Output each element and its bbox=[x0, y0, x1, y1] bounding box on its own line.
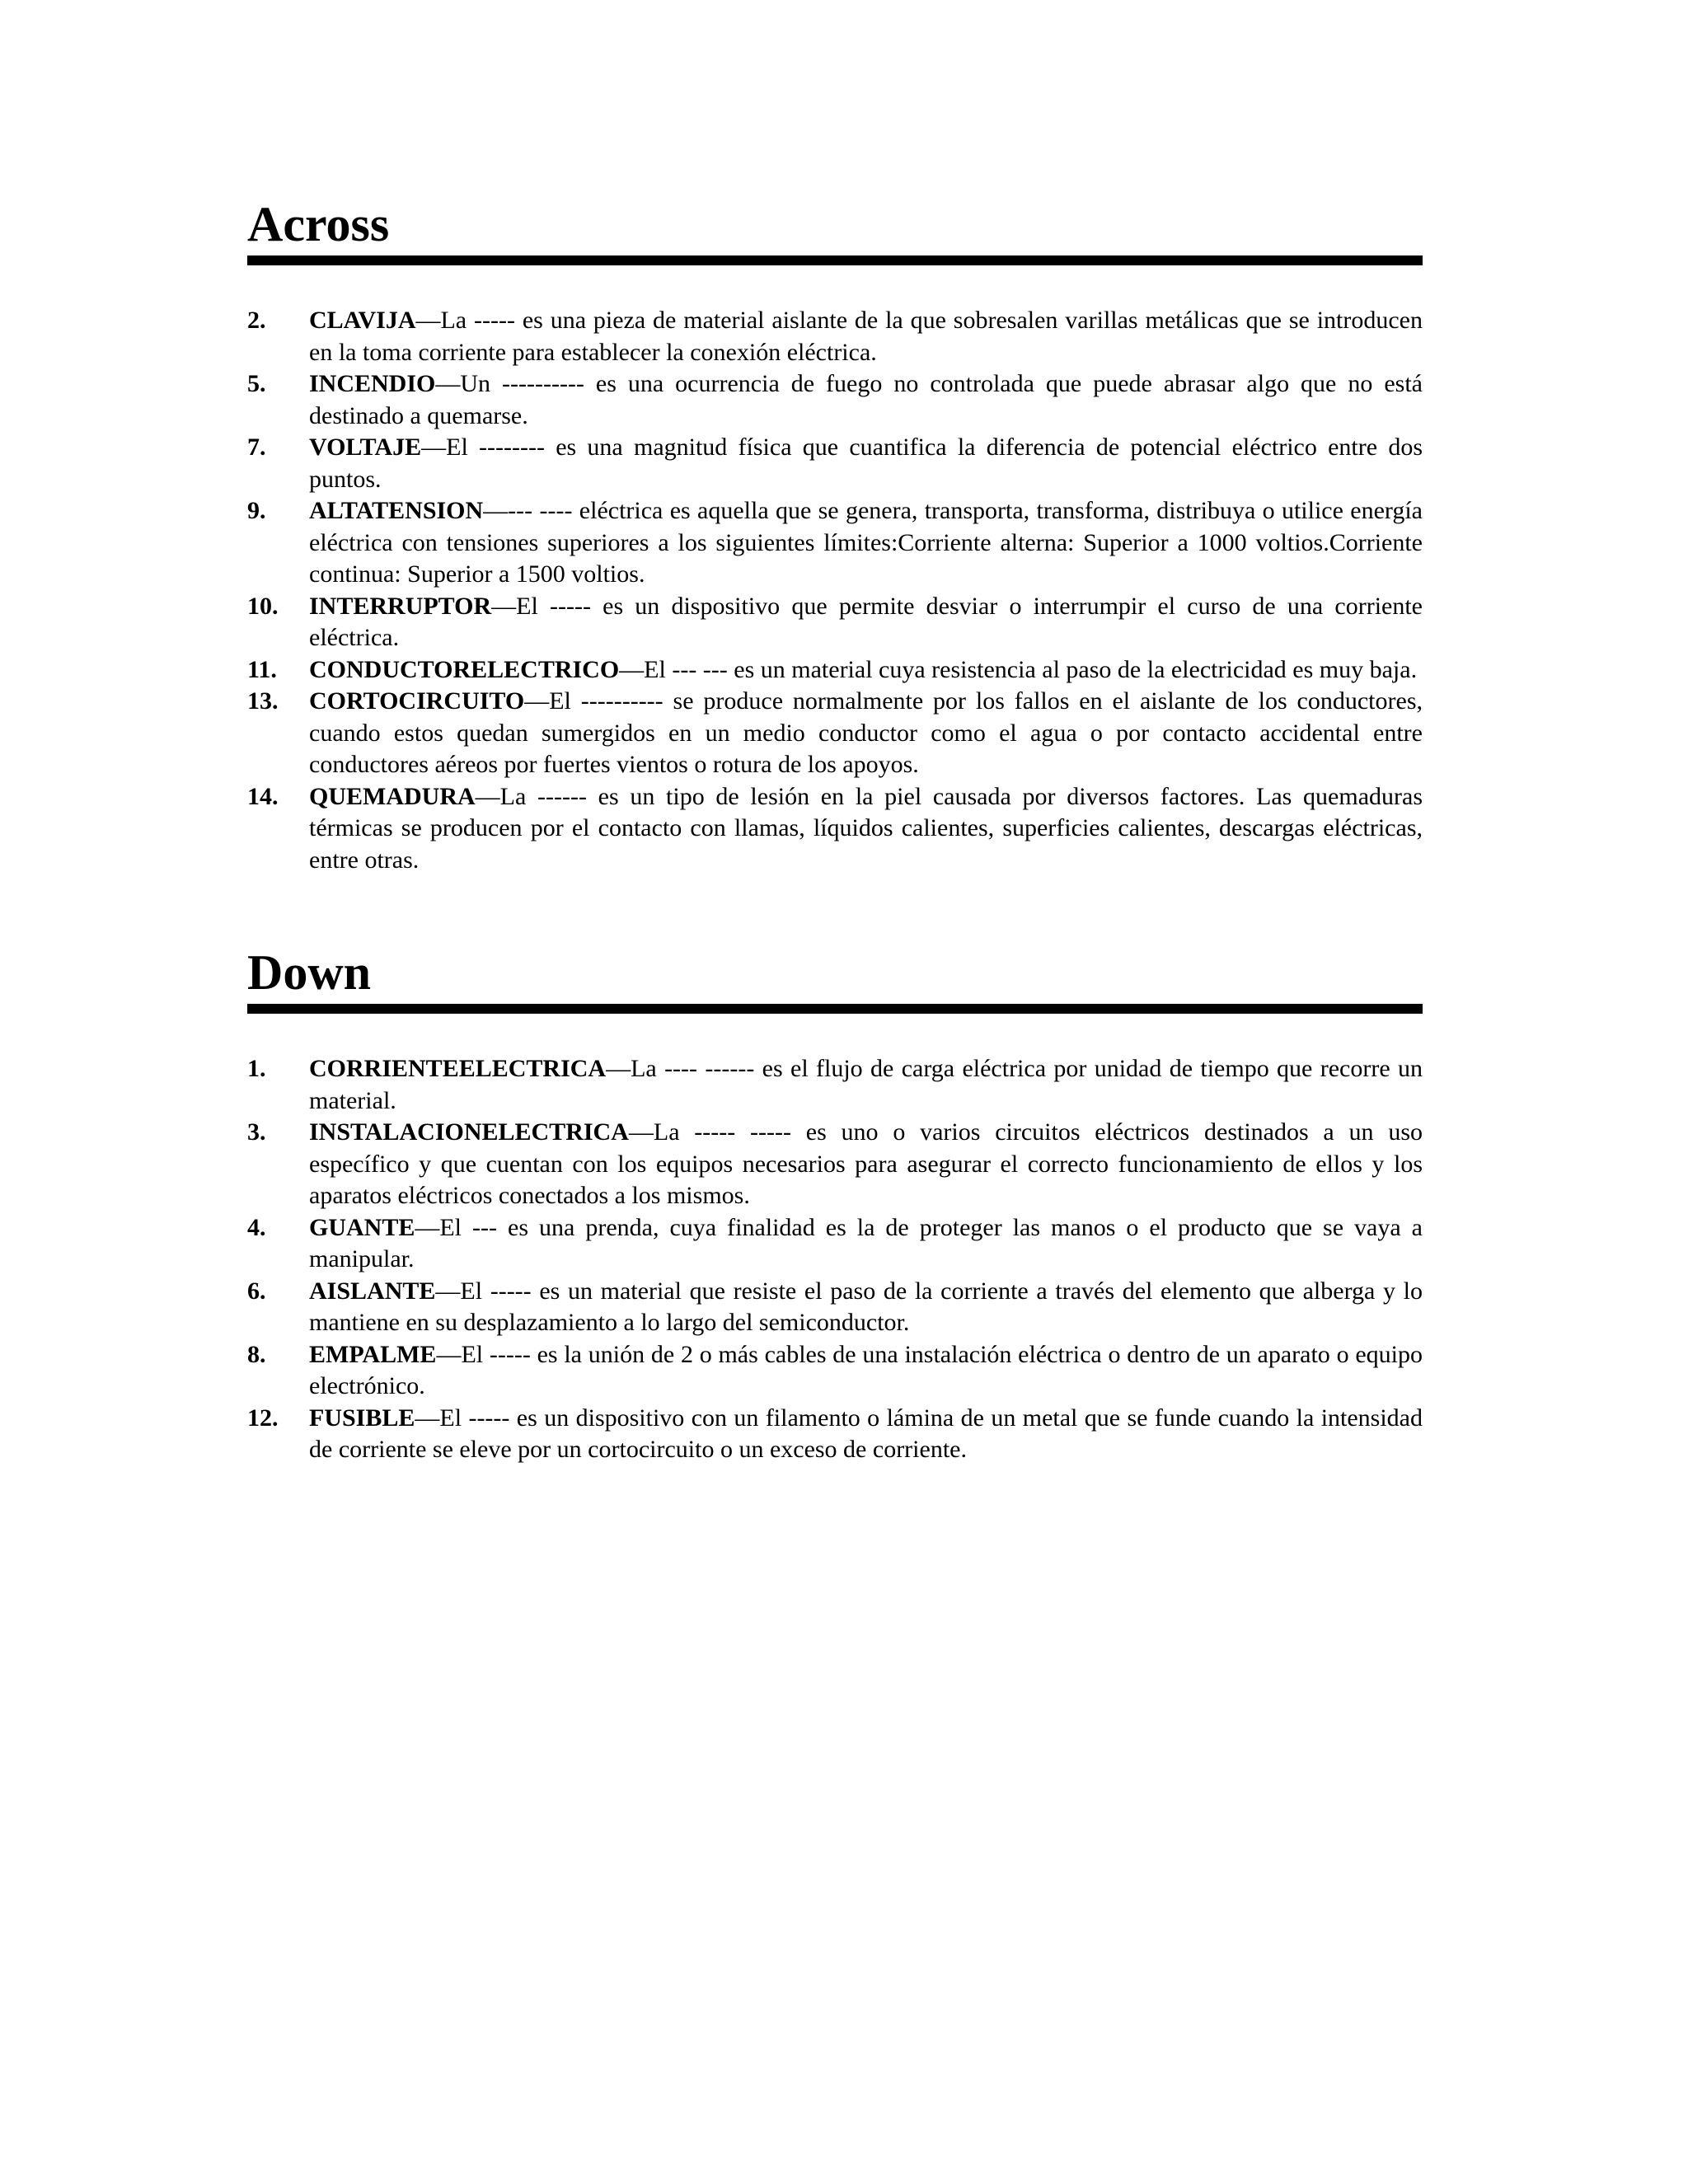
clue-text: —El ----- es la unión de 2 o más cables de una instalación eléctrica o dentro de un aparato o equipo electrónico. bbox=[309, 1340, 1423, 1399]
clue-answer: CLAVIJA bbox=[309, 307, 416, 334]
list-item bbox=[247, 305, 1423, 368]
clue-answer: INTERRUPTOR bbox=[309, 592, 492, 620]
clue-text: —Un ---------- es una ocurrencia de fuego no controlada que puede abrasar algo que no está destinado a quemarse. bbox=[309, 370, 1423, 429]
across-clue-list bbox=[247, 305, 1423, 876]
clue-text: —El ----- es un material que resiste el paso de la corriente a través del elemento que alberga y lo mantiene en su desplazamiento a lo largo del semiconductor. bbox=[309, 1277, 1423, 1336]
clue-number: 7. bbox=[247, 434, 266, 461]
clue-number: 2. bbox=[247, 307, 266, 334]
across-divider bbox=[247, 255, 1423, 265]
list-item bbox=[247, 1403, 1423, 1466]
list-item bbox=[247, 432, 1423, 495]
list-item bbox=[247, 686, 1423, 781]
clue-answer: CORRIENTEELECTRICA bbox=[309, 1055, 607, 1082]
clue-answer: ALTATENSION bbox=[309, 497, 484, 524]
down-divider bbox=[247, 1004, 1423, 1014]
clue-text: —La ------ es un tipo de lesión en la piel causada por diversos factores. Las quemaduras térmicas se producen por el contacto con llamas, líquidos calientes, superficies calientes, descargas eléctricas, entre otras. bbox=[309, 782, 1423, 874]
clue-number: 5. bbox=[247, 370, 266, 397]
clue-answer: FUSIBLE bbox=[309, 1404, 415, 1432]
clue-number: 11. bbox=[247, 655, 277, 683]
clue-text: —La ----- es una pieza de material aislante de la que sobresalen varillas metálicas que se introducen en la toma corriente para establecer la conexión eléctrica. bbox=[309, 307, 1423, 366]
clue-number: 9. bbox=[247, 497, 266, 524]
clue-number: 6. bbox=[247, 1277, 266, 1305]
clue-text: —El ---------- se produce normalmente por los fallos en el aislante de los conductores, cuando estos quedan sumergidos en un medio conductor como el agua o por contacto accidental entre conductores aéreos por fuertes vientos o rotura de los apoyos. bbox=[309, 687, 1423, 778]
clue-number: 14. bbox=[247, 782, 279, 810]
clue-answer: INCENDIO bbox=[309, 370, 436, 397]
clue-text: —El --- --- es un material cuya resistencia al paso de la electricidad es muy baja. bbox=[619, 655, 1418, 683]
list-item bbox=[247, 1053, 1423, 1117]
clue-number: 13. bbox=[247, 687, 279, 715]
list-item bbox=[247, 1117, 1423, 1212]
across-heading: Across bbox=[247, 197, 390, 251]
clue-text: —La ---- ------ es el flujo de carga eléctrica por unidad de tiempo que recorre un material. bbox=[309, 1055, 1423, 1114]
clue-number: 4. bbox=[247, 1213, 266, 1241]
clue-text: —--- ---- eléctrica es aquella que se genera, transporta, transforma, distribuya o utilice energía eléctrica con tensiones superiores a los siguientes límites:Corriente alterna: Superior a 1000 voltios.Corriente continua: Superior a 1500 voltios. bbox=[309, 497, 1423, 588]
list-item bbox=[247, 591, 1423, 654]
clue-answer: CORTOCIRCUITO bbox=[309, 687, 525, 715]
clue-answer: EMPALME bbox=[309, 1340, 437, 1368]
clue-answer: GUANTE bbox=[309, 1213, 415, 1241]
list-item bbox=[247, 1276, 1423, 1339]
list-item bbox=[247, 1339, 1423, 1403]
list-item bbox=[247, 654, 1423, 687]
list-item bbox=[247, 781, 1423, 877]
clue-answer: INSTALACIONELECTRICA bbox=[309, 1118, 629, 1146]
list-item bbox=[247, 368, 1423, 432]
clue-text: —El -------- es una magnitud física que cuantifica la diferencia de potencial eléctrico entre dos puntos. bbox=[309, 434, 1423, 493]
clue-answer: VOLTAJE bbox=[309, 434, 422, 461]
list-item bbox=[247, 1212, 1423, 1276]
clue-text: —El --- es una prenda, cuya finalidad es la de proteger las manos o el producto que se vaya a manipular. bbox=[309, 1213, 1423, 1272]
clue-number: 1. bbox=[247, 1055, 266, 1082]
list-item bbox=[247, 495, 1423, 591]
clue-number: 12. bbox=[247, 1404, 279, 1432]
clue-number: 8. bbox=[247, 1340, 266, 1368]
down-clue-list bbox=[247, 1053, 1423, 1466]
clue-answer: AISLANTE bbox=[309, 1277, 436, 1305]
clue-text: —El ----- es un dispositivo con un filamento o lámina de un metal que se funde cuando la intensidad de corriente se eleve por un cortocircuito o un exceso de corriente. bbox=[309, 1404, 1423, 1463]
clue-text: —El ----- es un dispositivo que permite desviar o interrumpir el curso de una corriente eléctrica. bbox=[309, 592, 1423, 651]
clue-number: 10. bbox=[247, 592, 279, 620]
clue-number: 3. bbox=[247, 1118, 266, 1146]
clue-answer: QUEMADURA bbox=[309, 782, 476, 810]
down-heading: Down bbox=[247, 945, 372, 1000]
clue-text: —La ----- ----- es uno o varios circuitos eléctricos destinados a un uso específico y que cuentan con los equipos necesarios para asegurar el correcto funcionamiento de ellos y los aparatos eléctricos conectados a los mismos. bbox=[309, 1118, 1423, 1209]
clue-answer: CONDUCTORELECTRICO bbox=[309, 655, 620, 683]
